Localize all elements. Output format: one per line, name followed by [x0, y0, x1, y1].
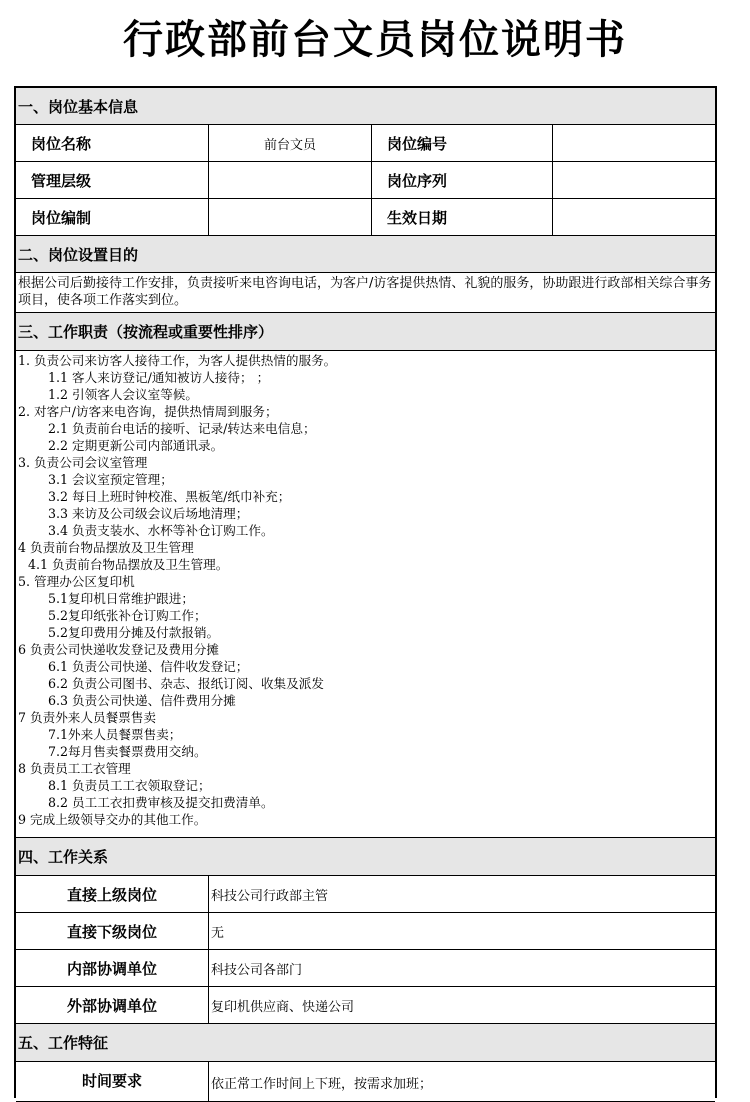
position-name-label: 岗位名称 [31, 134, 92, 153]
row-internal-coordination [16, 950, 715, 987]
row-external-coordination [16, 987, 715, 1024]
external-coordination-label: 外部协调单位 [66, 996, 157, 1015]
row-time-requirement [16, 1062, 715, 1102]
duty-subitem: 6.2 负责公司图书、杂志、报纸订阅、收集及派发 [48, 676, 324, 691]
duty-item: 6 负责公司快递收发登记及费用分摊 [18, 642, 219, 657]
duty-item: 8 负责员工工衣管理 [18, 761, 131, 776]
duty-subitem: 2.2 定期更新公司内部通讯录。 [48, 438, 224, 453]
time-requirement-value: 依正常工作时间上下班，按需求加班； [208, 1062, 715, 1101]
document-title: 行政部前台文员岗位说明书 [123, 17, 627, 63]
row-position-name [16, 125, 715, 162]
direct-superior-value: 科技公司行政部主管 [208, 876, 715, 912]
duty-subitem: 3.3 来访及公司级会议后场地清理； [48, 506, 249, 521]
duty-subitem: 3.2 每日上班时钟校准、黑板笔/纸巾补充； [48, 489, 291, 504]
management-level-label: 管理层级 [31, 171, 92, 190]
position-sequence-label: 岗位序列 [371, 162, 552, 198]
effective-date-label: 生效日期 [371, 199, 552, 235]
duty-subitem: 7.1外来人员餐票售卖； [48, 727, 182, 742]
duty-item: 2. 对客户/访客来电咨询，提供热情周到服务； [18, 404, 278, 419]
section-relations: 四、工作关系 [16, 838, 715, 876]
duty-item: 9 完成上级领导交办的其他工作。 [18, 812, 207, 827]
duty-subitem: 7.2每月售卖餐票费用交纳。 [48, 744, 207, 759]
duty-subitem: 2.1 负责前台电话的接听、记录/转达来电信息； [48, 421, 316, 436]
row-direct-superior [16, 876, 715, 913]
duty-subitem: 6.3 负责公司快递、信件费用分摊 [48, 693, 236, 708]
duty-subitem: 8.1 负责员工工衣领取登记； [48, 778, 211, 793]
duty-item: 3. 负责公司会议室管理 [18, 455, 148, 470]
duty-subitem: 4.1 负责前台物品摆放及卫生管理。 [28, 557, 229, 572]
internal-coordination-label: 内部协调单位 [66, 959, 157, 978]
section-basic-info: 一、岗位基本信息 [16, 88, 715, 125]
position-quota-label: 岗位编制 [31, 208, 92, 227]
duty-subitem: 8.2 员工工衣扣费审核及提交扣费清单。 [48, 795, 274, 810]
section-purpose: 二、岗位设置目的 [16, 236, 715, 273]
duty-subitem: 1.1 客人来访登记/通知被访人接待； ； [48, 370, 270, 385]
position-quota-value [208, 199, 371, 235]
management-level-value [208, 162, 371, 198]
job-description-table [14, 86, 717, 1098]
duty-subitem: 3.1 会议室预定管理； [48, 472, 173, 487]
effective-date-value [552, 199, 715, 235]
duty-subitem: 6.1 负责公司快递、信件收发登记； [48, 659, 249, 674]
external-coordination-value: 复印机供应商、快递公司 [208, 987, 715, 1023]
duties-list [16, 351, 715, 838]
section-features: 五、工作特征 [16, 1024, 715, 1062]
row-management-level [16, 162, 715, 199]
position-name-value: 前台文员 [208, 125, 371, 161]
duty-item: 7 负责外来人员餐票售卖 [18, 710, 156, 725]
direct-subordinate-value: 无 [208, 913, 715, 949]
row-direct-subordinate [16, 913, 715, 950]
position-code-label: 岗位编号 [371, 125, 552, 161]
duty-subitem: 5.1复印机日常维护跟进； [48, 591, 194, 606]
duty-subitem: 1.2 引领客人会议室等候。 [48, 387, 198, 402]
purpose-text: 根据公司后勤接待工作安排，负责接听来电咨询电话，为客户/访客提供热情、礼貌的服务，协助跟进行政部相关综合事务项目，使各项工作落实到位。 [16, 273, 715, 313]
position-sequence-value [552, 162, 715, 198]
row-position-quota [16, 199, 715, 236]
section-duties: 三、工作职责（按流程或重要性排序） [16, 313, 715, 351]
position-code-value [552, 125, 715, 161]
internal-coordination-value: 科技公司各部门 [208, 950, 715, 986]
direct-superior-label: 直接上级岗位 [66, 885, 157, 904]
duty-subitem: 3.4 负责支装水、水杯等补仓订购工作。 [48, 523, 274, 538]
duty-subitem: 5.2复印费用分摊及付款报销。 [48, 625, 220, 640]
duty-subitem: 5.2复印纸张补仓订购工作； [48, 608, 207, 623]
time-requirement-label: 时间要求 [81, 1072, 142, 1090]
duty-item: 1. 负责公司来访客人接待工作，为客人提供热情的服务。 [18, 353, 337, 368]
direct-subordinate-label: 直接下级岗位 [66, 922, 157, 941]
duty-item: 5. 管理办公区复印机 [18, 574, 135, 589]
duty-item: 4 负责前台物品摆放及卫生管理 [18, 540, 194, 555]
